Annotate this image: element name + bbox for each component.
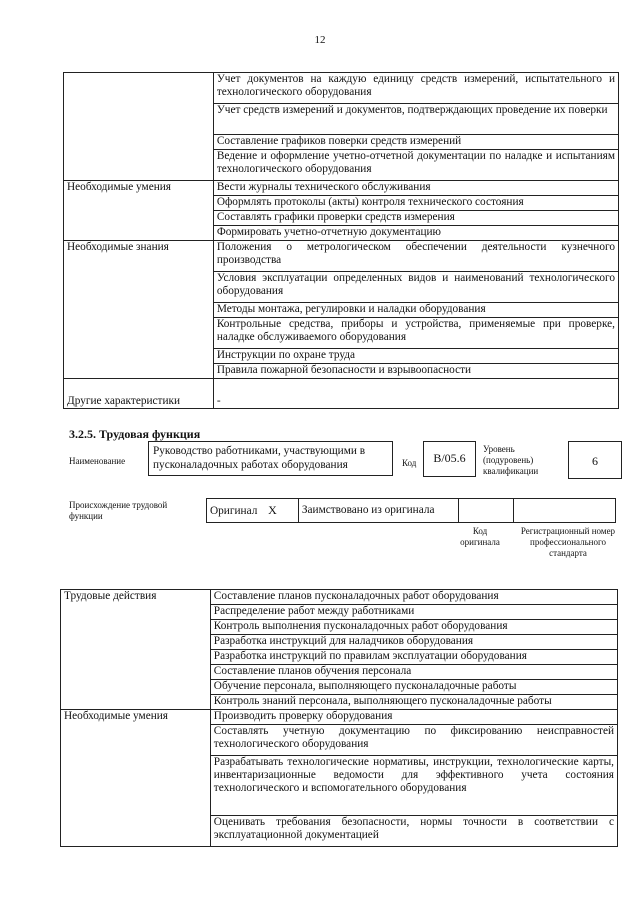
original-mark: X [268, 502, 277, 517]
code-label: Код [402, 458, 417, 468]
list-item: Положения о метрологическом обеспечении деятельности кузнечного производства [213, 241, 618, 272]
list-item: Правила пожарной безопасности и взрывоопасности [213, 364, 618, 379]
function-name-box: Руководство работниками, участвующими в пусконаладочных работах оборудования [148, 441, 393, 476]
code-value-box: B/05.6 [423, 441, 476, 477]
list-item: Ведение и оформление учетно-отчетной документации по наладке и испытаниям технологического оборудования [213, 150, 618, 181]
list-item: Обучение персонала, выполняющего пусконаладочные работы [210, 680, 617, 695]
borrowed-label: Заимствовано из оригинала [298, 499, 458, 523]
original-cell [207, 499, 299, 523]
list-item: Учет документов на каждую единицу средств измерений, испытательного и технологического оборудования [213, 73, 618, 104]
table-lower [60, 589, 618, 847]
list-item: Составление графиков поверки средств измерений [213, 135, 618, 150]
list-item: Учет средств измерений и документов, подтверждающих проведение их поверки [213, 104, 618, 135]
table-upper [63, 72, 619, 409]
row-label [64, 73, 214, 181]
list-item: Оформлять протоколы (акты) контроля технического состояния [213, 196, 618, 211]
list-item: - [213, 379, 618, 409]
code-original-cell [458, 499, 514, 523]
reg-number-cell [514, 499, 616, 523]
list-item: Контроль выполнения пусконаладочных работ оборудования [210, 620, 617, 635]
row-label: Другие характеристики [64, 379, 214, 409]
list-item: Методы монтажа, регулировки и наладки оборудования [213, 303, 618, 318]
list-item: Разработка инструкций по правилам эксплуатации оборудования [210, 650, 617, 665]
list-item: Вести журналы технического обслуживания [213, 181, 618, 196]
list-item: Инструкции по охране труда [213, 349, 618, 364]
row-label: Трудовые действия [61, 590, 211, 710]
list-item: Производить проверку оборудования [210, 710, 617, 725]
list-item: Формировать учетно-отчетную документацию [213, 226, 618, 241]
list-item: Условия эксплуатации определенных видов и наименований технологического оборудования [213, 272, 618, 303]
reg-number-label: Регистрационный номер профессионального стандарта [520, 526, 616, 558]
row-label: Необходимые умения [64, 181, 214, 241]
list-item: Разработка инструкций для наладчиков оборудования [210, 635, 617, 650]
row-label: Необходимые знания [64, 241, 214, 379]
original-label: Оригинал [210, 504, 258, 517]
code-original-label: Код оригинала [460, 526, 500, 547]
list-item: Составлять учетную документацию по фиксированию неисправностей технологического оборудования [210, 725, 617, 756]
list-item: Распределение работ между работниками [210, 605, 617, 620]
section-title: 3.2.5. Трудовая функция [69, 427, 201, 441]
list-item: Составление планов обучения персонала [210, 665, 617, 680]
level-value-box: 6 [568, 441, 622, 479]
list-item: Оценивать требования безопасности, нормы точности в соответствии с эксплуатационной документацией [210, 816, 617, 847]
origin-table [206, 498, 616, 523]
origin-label: Происхождение трудовой функции [69, 500, 168, 521]
row-label: Необходимые умения [61, 710, 211, 847]
list-item: Составление планов пусконаладочных работ оборудования [210, 590, 617, 605]
list-item: Разрабатывать технологические нормативы, инструкции, технологические карты, инвентаризационные ведомости для эффективного учета состояния технологического и вспомогательного оборудования [210, 756, 617, 816]
list-item: Контроль знаний персонала, выполняющего пусконаладочные работы [210, 695, 617, 710]
name-label: Наименование [69, 456, 126, 466]
list-item: Составлять графики проверки средств измерения [213, 211, 618, 226]
list-item: Контрольные средства, приборы и устройства, применяемые при проверке, наладке обслуживаемого оборудования [213, 318, 618, 349]
level-label: Уровень (подуровень) квалификации [483, 444, 539, 476]
page-number: 12 [314, 34, 326, 46]
